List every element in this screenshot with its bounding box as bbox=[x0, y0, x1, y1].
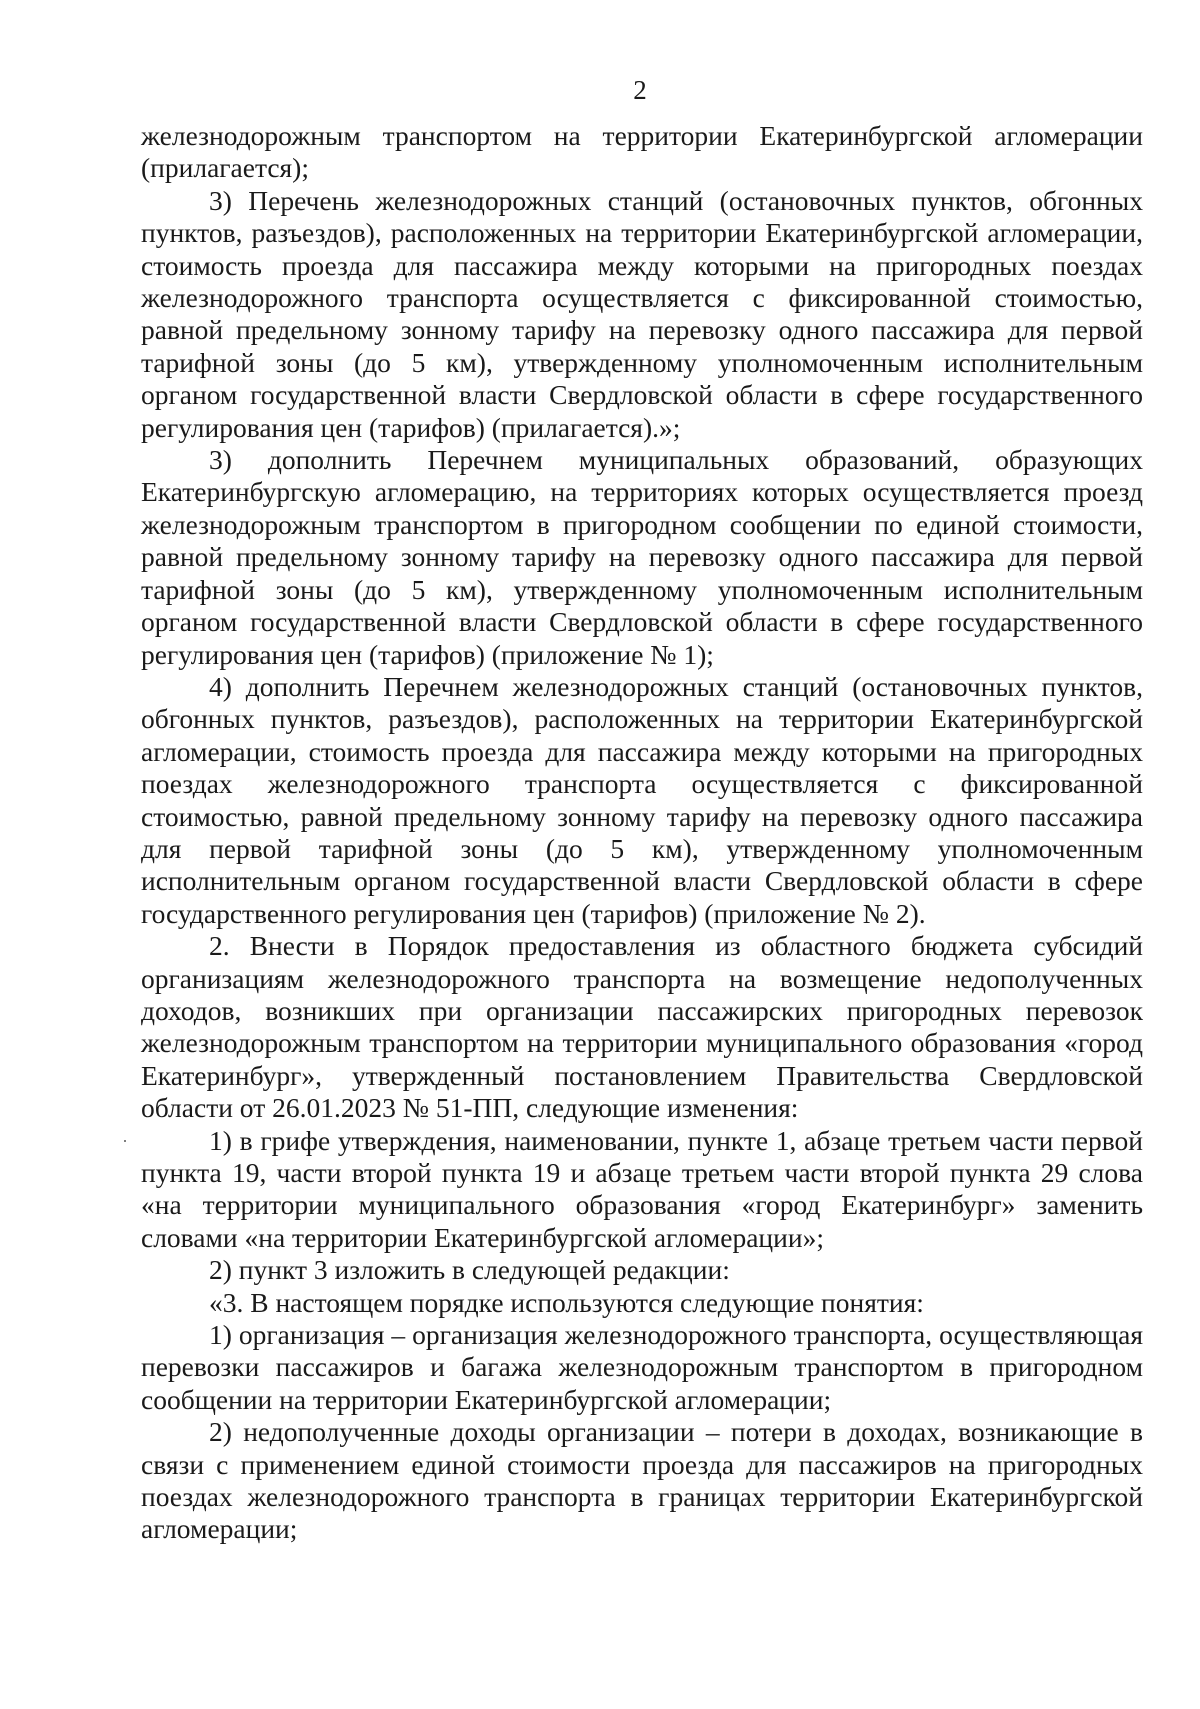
paragraph-6: 1) в грифе утверждения, наименовании, пункте 1, абзаце третьем части первой пункта 19, части второй пункта 19 и абзаце третьем части второй пункта 29 слова «на территории муниципального образования «город Екатеринбург» заменить словами «на территории Екатеринбургской агломерации»; bbox=[141, 1124, 1143, 1253]
scan-speck bbox=[124, 1140, 126, 1142]
paragraph-9: 1) организация – организация железнодорожного транспорта, осуществляющая перевозки пассажиров и багажа железнодорожным транспортом в пригородном сообщении на территории Екатеринбургской агломерации; bbox=[141, 1319, 1143, 1415]
document-body bbox=[141, 120, 1143, 1546]
paragraph-8: «3. В настоящем порядке используются следующие понятия: bbox=[209, 1286, 924, 1318]
paragraph-3: 3) дополнить Перечнем муниципальных образований, образующих Екатеринбургскую агломерацию, на территориях которых осуществляется проезд железнодорожным транспортом в пригородном сообщении по единой стоимости, равной предельному зонному тарифу на перевозку одного пассажира для первой тарифной зоны (до 5 км), утвержденному уполномоченным исполнительным органом государственной власти Свердловской области в сфере государственного регулирования цен (тарифов) (приложение № 1); bbox=[141, 444, 1143, 670]
paragraph-10: 2) недополученные доходы организации – потери в доходах, возникающие в связи с применением единой стоимости проезда для пассажиров на пригородных поездах железнодорожного транспорта в границах территории Екатеринбургской агломерации; bbox=[141, 1416, 1143, 1545]
paragraph-5: 2. Внести в Порядок предоставления из областного бюджета субсидий организациям железнодорожного транспорта на возмещение недополученных доходов, возникших при организации пассажирских пригородных перевозок железнодорожным транспортом на территории муниципального образования «город Екатеринбург», утвержденный постановлением Правительства Свердловской области от 26.01.2023 № 51-ПП, следующие изменения: bbox=[141, 930, 1143, 1124]
paragraph-1: железнодорожным транспортом на территории Екатеринбургской агломерации (прилагается); bbox=[141, 120, 1143, 184]
paragraph-4: 4) дополнить Перечнем железнодорожных станций (остановочных пунктов, обгонных пунктов, разъездов), расположенных на территории Екатеринбургской агломерации, стоимость проезда для пассажира между которыми на пригородных поездах железнодорожного транспорта осуществляется с фиксированной стоимостью, равной предельному зонному тарифу на перевозку одного пассажира для первой тарифной зоны (до 5 км), утвержденному уполномоченным исполнительным органом государственной власти Свердловской области в сфере государственного регулирования цен (тарифов) (приложение № 2). bbox=[141, 670, 1143, 929]
page-number: 2 bbox=[633, 75, 647, 105]
paragraph-7: 2) пункт 3 изложить в следующей редакции: bbox=[209, 1254, 730, 1286]
paragraph-2: 3) Перечень железнодорожных станций (остановочных пунктов, обгонных пунктов, разъездов), расположенных на территории Екатеринбургской агломерации, стоимость проезда для пассажира между которыми на пригородных поездах железнодорожного транспорта осуществляется с фиксированной стоимостью, равной предельному зонному тарифу на перевозку одного пассажира для первой тарифной зоны (до 5 км), утвержденному уполномоченным исполнительным органом государственной власти Свердловской области в сфере государственного регулирования цен (тарифов) (прилагается).»; bbox=[141, 184, 1143, 443]
